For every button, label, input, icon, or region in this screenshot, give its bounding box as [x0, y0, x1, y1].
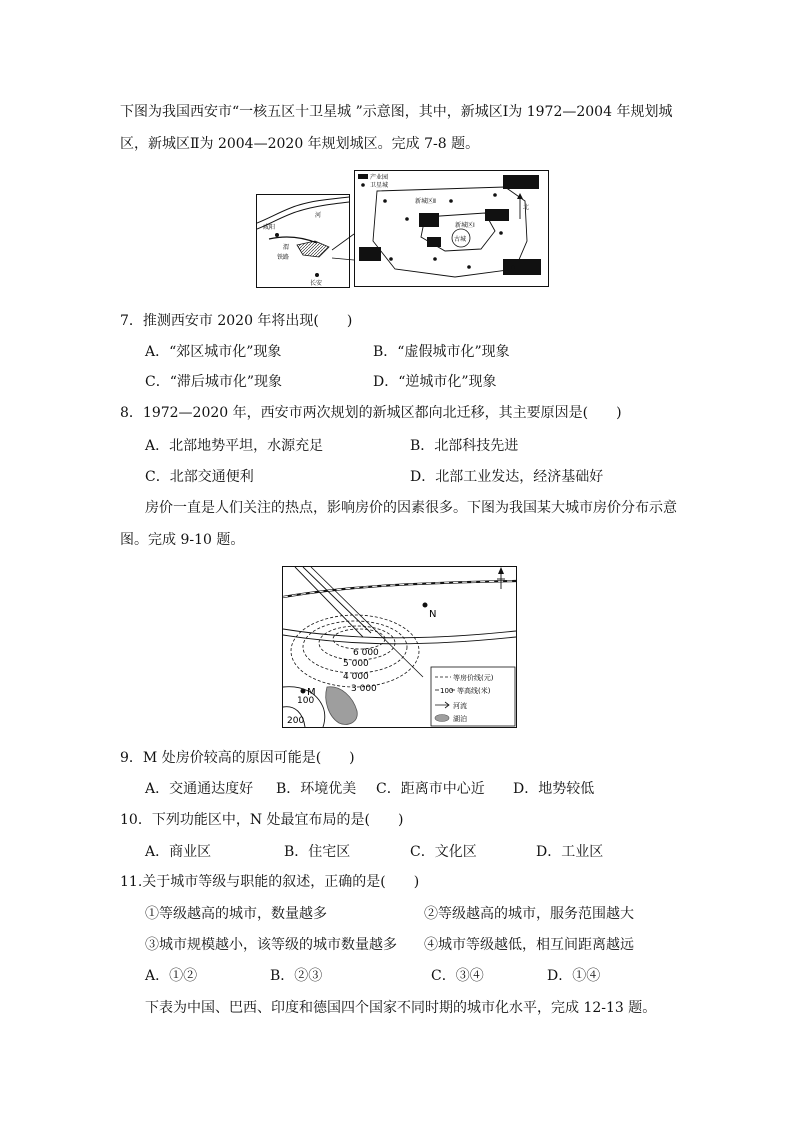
q7-option-a[interactable]: A．“郊区城市化”现象 [145, 344, 282, 360]
inset-label-he: 河 [315, 212, 322, 219]
new-zone-1-label: 新城区Ⅰ [455, 222, 475, 229]
intro-9-10-line1: 房价一直是人们关注的热点，影响房价的因素很多。下图为我国某大城市房价分布示意 [145, 500, 677, 516]
q7-option-c[interactable]: C．“滞后城市化”现象 [145, 374, 283, 390]
q11-statement-1: ①等级越高的城市，数量越多 [145, 906, 327, 922]
intro-9-10-line2: 图。完成 9-10 题。 [120, 532, 245, 548]
q8-option-d[interactable]: D．北部工业发达，经济基础好 [410, 469, 604, 485]
q10-option-d[interactable]: D．工业区 [536, 844, 604, 860]
q9-option-b[interactable]: B．环境优美 [276, 781, 357, 797]
q10-stem: 10．下列功能区中，N 处最宜布局的是( ) [120, 812, 404, 828]
inset-label-xianyang: 咸阳 [263, 224, 276, 231]
legend-river: 河流 [453, 702, 467, 710]
legend-price-line: 等房价线(元) [453, 674, 494, 682]
intro-7-8-line2: 区，新城区Ⅱ为 2004—2020 年规划城区。完成 7-8 题。 [120, 136, 480, 152]
q11-option-c[interactable]: C．③④ [431, 968, 484, 984]
legend-industrial-park: 产业园 [370, 174, 389, 181]
intro-7-8-line1: 下图为我国西安市“一核五区十卫星城 ”示意图，其中，新城区Ⅰ为 1972—2004 年规划城 [120, 104, 673, 120]
q9-stem: 9．M 处房价较高的原因可能是( ) [120, 750, 355, 766]
q11-option-b[interactable]: B．②③ [270, 968, 323, 984]
q7-option-b[interactable]: B．“虚假城市化”现象 [373, 344, 510, 360]
q10-option-a[interactable]: A．商业区 [145, 844, 212, 860]
housing-price-map [282, 566, 517, 728]
price-contour-5000: 5 000 [343, 659, 369, 669]
elevation-100: 100 [297, 696, 315, 706]
inset-connector-lines [330, 232, 356, 262]
legend-satellite-city: 卫星城 [370, 182, 389, 189]
q8-option-b[interactable]: B．北部科技先进 [410, 438, 519, 454]
q11-statement-2: ②等级越高的城市，服务范围越大 [424, 906, 634, 922]
point-m-label: M [307, 687, 316, 698]
q10-option-c[interactable]: C．文化区 [410, 844, 477, 860]
legend-contour-line: 等高线(米) [457, 687, 491, 695]
legend-contour-sample: 100 [440, 687, 454, 695]
q10-option-b[interactable]: B．住宅区 [284, 844, 351, 860]
q11-statement-3: ③城市规模越小，该等级的城市数量越多 [145, 937, 397, 953]
north-label: 北 [523, 204, 530, 211]
new-zone-2-label: 新城区Ⅱ [415, 198, 436, 205]
price-contour-3000: 3 000 [351, 684, 377, 694]
q9-option-d[interactable]: D．地势较低 [513, 781, 595, 797]
legend-lake: 湖泊 [453, 715, 467, 723]
q8-option-c[interactable]: C．北部交通便利 [145, 469, 254, 485]
inset-label-wei: 渭 [283, 244, 290, 251]
q9-option-a[interactable]: A．交通通达度好 [145, 781, 254, 797]
inset-label-railway: 铁路 [277, 254, 290, 261]
q7-stem: 7．推测西安市 2020 年将出现( ) [120, 313, 353, 329]
q11-statement-4: ④城市等级越低，相互间距离越远 [424, 937, 634, 953]
q8-option-a[interactable]: A．北部地势平坦，水源充足 [145, 438, 324, 454]
inset-label-changan: 长安 [310, 280, 323, 287]
q9-option-c[interactable]: C．距离市中心近 [376, 781, 485, 797]
price-contour-6000: 6 000 [353, 648, 379, 658]
q8-stem: 8．1972—2020 年，西安市两次规划的新城区都向北迁移，其主要原因是( ) [120, 405, 622, 421]
price-contour-4000: 4 000 [343, 672, 369, 682]
old-city-label: 古城 [454, 236, 467, 243]
q7-option-d[interactable]: D．“逆城市化”现象 [373, 374, 497, 390]
intro-12-13-line1: 下表为中国、巴西、印度和德国四个国家不同时期的城市化水平，完成 12-13 题。 [145, 1000, 657, 1016]
point-n-label: N [429, 609, 437, 620]
elevation-200: 200 [287, 716, 305, 726]
q11-stem: 11.关于城市等级与职能的叙述，正确的是( ) [120, 874, 420, 890]
q11-option-a[interactable]: A．①② [145, 968, 198, 984]
xian-zones-map [354, 170, 549, 287]
q11-option-d[interactable]: D．①④ [547, 968, 601, 984]
